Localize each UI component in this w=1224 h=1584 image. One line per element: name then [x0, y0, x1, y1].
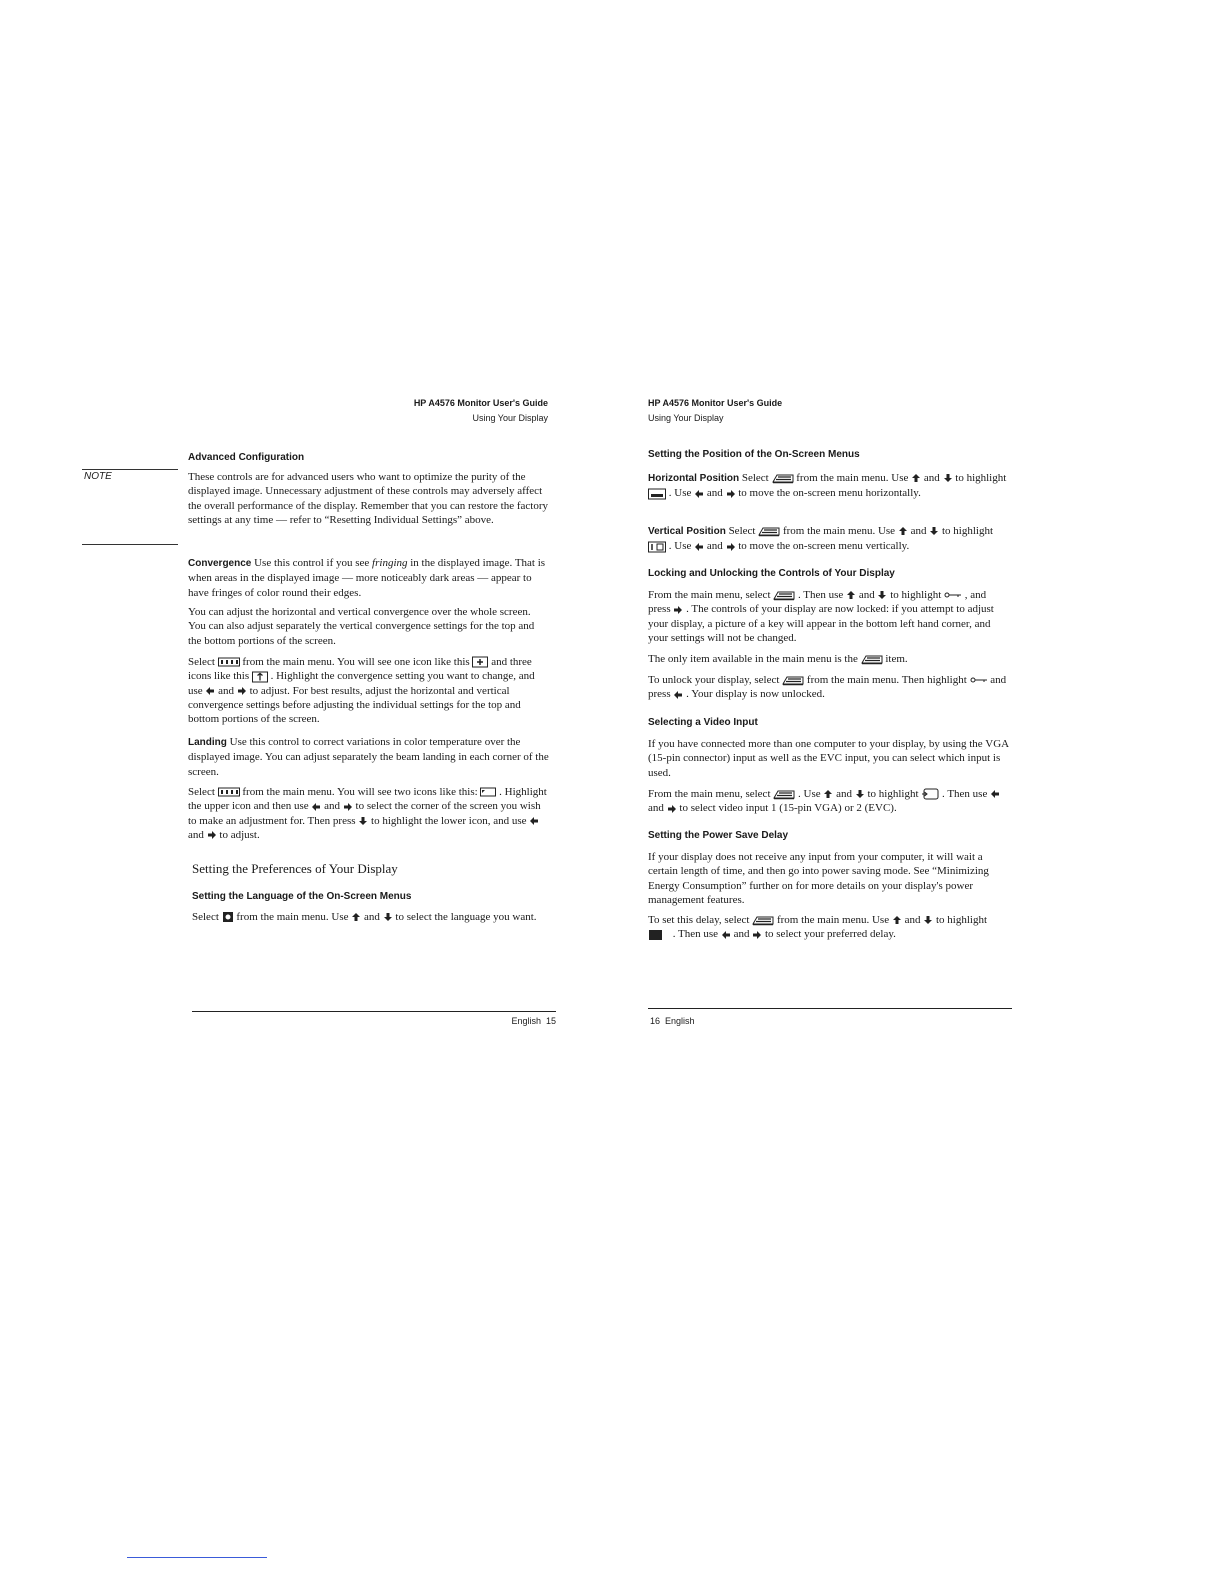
- menu-settings-icon: [773, 788, 795, 800]
- bottom-underline: [127, 1557, 267, 1558]
- menu-settings-icon: [773, 589, 795, 601]
- menu-settings-icon: [861, 653, 883, 665]
- right-arrow-icon: [343, 802, 353, 812]
- left-arrow-icon: [205, 686, 215, 696]
- left-arrow-icon: [673, 690, 683, 700]
- advanced-menu-icon: [218, 787, 240, 797]
- convergence-vertical-icon: [252, 671, 268, 683]
- left-header-title: HP A4576 Monitor User's Guide: [413, 398, 548, 408]
- right-arrow-icon: [673, 605, 683, 615]
- video-input-heading: Selecting a Video Input: [648, 717, 758, 728]
- horizontal-position-paragraph: Horizontal Position Select from the main menu. Use and to highlight . Use and to move the on-screen menu horizontally.: [648, 472, 1007, 500]
- right-arrow-icon: [237, 686, 247, 696]
- down-arrow-icon: [929, 526, 939, 536]
- note-text: These controls are for advanced users who want to optimize the purity of the displayed image. Unnecessary adjustment of these controls may adversely affect the overall performance of the display. Remember that you can restore the factory settings at any time — refer to “Resetting Individual Settings” above.: [188, 471, 548, 526]
- language-heading: Setting the Language of the On-Screen Menus: [192, 891, 412, 902]
- up-arrow-icon: [898, 526, 908, 536]
- vertical-position-icon: [648, 541, 666, 553]
- landing-paragraph-2: Select from the main menu. You will see two icons like this: . Highlight the upper icon and then use and to select the corner of the screen you wish to make an adjustment for. Then press to highlight the lower icon, and use and to adjust.: [188, 786, 547, 841]
- convergence-paragraph-2: You can adjust the horizontal and vertical convergence over the whole screen. You can also adjust separately the vertical convergence settings for the top and the bottom portions of the screen.: [188, 606, 535, 647]
- power-save-heading: Setting the Power Save Delay: [648, 830, 789, 841]
- down-arrow-icon: [877, 590, 887, 600]
- convergence-paragraph-3: Select from the main menu. You will see one icon like this and three icons like this . Highlight the convergence setting you want to change, and use and to adjust. For best results, adjust the horizontal and vertical convergence settings before adjusting the individual settings for the top and bottom portions of the screen.: [188, 656, 535, 726]
- locking-heading: Locking and Unlocking the Controls of Your Display: [648, 568, 895, 579]
- preferences-heading: Setting the Preferences of Your Display: [192, 861, 398, 876]
- power-paragraph-2: To set this delay, select from the main menu. Use and to highlight . Then use and to select your preferred delay.: [648, 914, 988, 941]
- left-footer-rule: [192, 1011, 556, 1012]
- left-arrow-icon: [694, 542, 704, 552]
- menu-settings-icon: [758, 525, 780, 537]
- up-arrow-icon: [911, 473, 921, 483]
- right-arrow-icon: [207, 830, 217, 840]
- right-header-subtitle: Using Your Display: [648, 413, 724, 423]
- key-icon: [970, 676, 988, 684]
- left-arrow-icon: [990, 789, 1000, 799]
- menu-settings-icon: [772, 472, 794, 484]
- video-paragraph-1: If you have connected more than one computer to your display, by using the VGA (15-pin connector) input as well as the EVC input, you can select which input is used.: [648, 738, 1009, 779]
- up-arrow-icon: [823, 789, 833, 799]
- video-input-icon: [921, 788, 939, 800]
- landing-lead: Landing: [188, 737, 227, 748]
- language-icon: [222, 911, 234, 923]
- down-arrow-icon: [383, 912, 393, 922]
- left-footer-page-number: English 15: [511, 1016, 556, 1026]
- right-header-title: HP A4576 Monitor User's Guide: [648, 398, 783, 408]
- up-arrow-icon: [892, 915, 902, 925]
- down-arrow-icon: [358, 816, 368, 826]
- language-paragraph: Select from the main menu. Use and to select the language you want.: [192, 911, 537, 923]
- menu-settings-icon: [752, 914, 774, 926]
- lock-paragraph-1: From the main menu, select . Then use and to highlight , and press . The controls of your display are now locked: if you attempt to adjust your display, a picture of a key will appear in the bottom left hand corner, and your settings will not be changed.: [648, 589, 994, 644]
- power-paragraph-1: If your display does not receive any input from your computer, it will wait a certain length of time, and then go into power saving mode. See “Minimizing Energy Consumption” further on for more details on your display's power management features.: [648, 851, 989, 906]
- down-arrow-icon: [943, 473, 953, 483]
- convergence-paragraph-1: Convergence Use this control if you see fringing in the displayed image. That is when areas in the displayed image — more noticeably dark areas — appear to have fringes of color round their edges.: [188, 557, 546, 599]
- lock-paragraph-3: To unlock your display, select from the main menu. Then highlight and press . Your display is now unlocked.: [648, 674, 1007, 701]
- right-footer-rule: [648, 1008, 1012, 1009]
- vertical-position-paragraph: Vertical Position Select from the main menu. Use and to highlight . Use and to move the on-screen menu vertically.: [648, 525, 993, 553]
- up-arrow-icon: [351, 912, 361, 922]
- down-arrow-icon: [855, 789, 865, 799]
- landing-icon: [480, 786, 496, 798]
- position-heading: Setting the Position of the On-Screen Menus: [648, 449, 860, 460]
- advanced-configuration-heading: Advanced Configuration: [188, 452, 305, 463]
- video-paragraph-2: From the main menu, select . Use and to highlight . Then use and to select video input 1 (15-pin VGA) or 2 (EVC).: [648, 787, 1012, 816]
- left-header-subtitle: Using Your Display: [472, 413, 548, 423]
- horizontal-position-icon: [648, 488, 666, 500]
- power-save-icon: [648, 929, 670, 941]
- left-arrow-icon: [694, 489, 704, 499]
- convergence-center-icon: [472, 656, 488, 668]
- convergence-lead: Convergence: [188, 558, 252, 569]
- up-arrow-icon: [846, 590, 856, 600]
- right-arrow-icon: [726, 542, 736, 552]
- note-top-rule: [82, 469, 178, 470]
- down-arrow-icon: [923, 915, 933, 925]
- left-arrow-icon: [311, 802, 321, 812]
- key-icon: [944, 591, 962, 599]
- right-arrow-icon: [667, 804, 677, 814]
- advanced-menu-icon: [218, 657, 240, 667]
- landing-paragraph-1: Landing Use this control to correct variations in color temperature over the displayed image. You can adjust separately the beam landing in each corner of the screen.: [188, 736, 549, 778]
- right-arrow-icon: [726, 489, 736, 499]
- menu-settings-icon: [782, 674, 804, 686]
- lock-paragraph-2: The only item available in the main menu is the item.: [648, 653, 908, 665]
- left-arrow-icon: [529, 816, 539, 826]
- right-footer-page-number: 16 English: [650, 1016, 695, 1026]
- right-arrow-icon: [752, 930, 762, 940]
- note-bottom-rule: [82, 544, 178, 545]
- note-label: NOTE: [84, 471, 112, 482]
- left-arrow-icon: [721, 930, 731, 940]
